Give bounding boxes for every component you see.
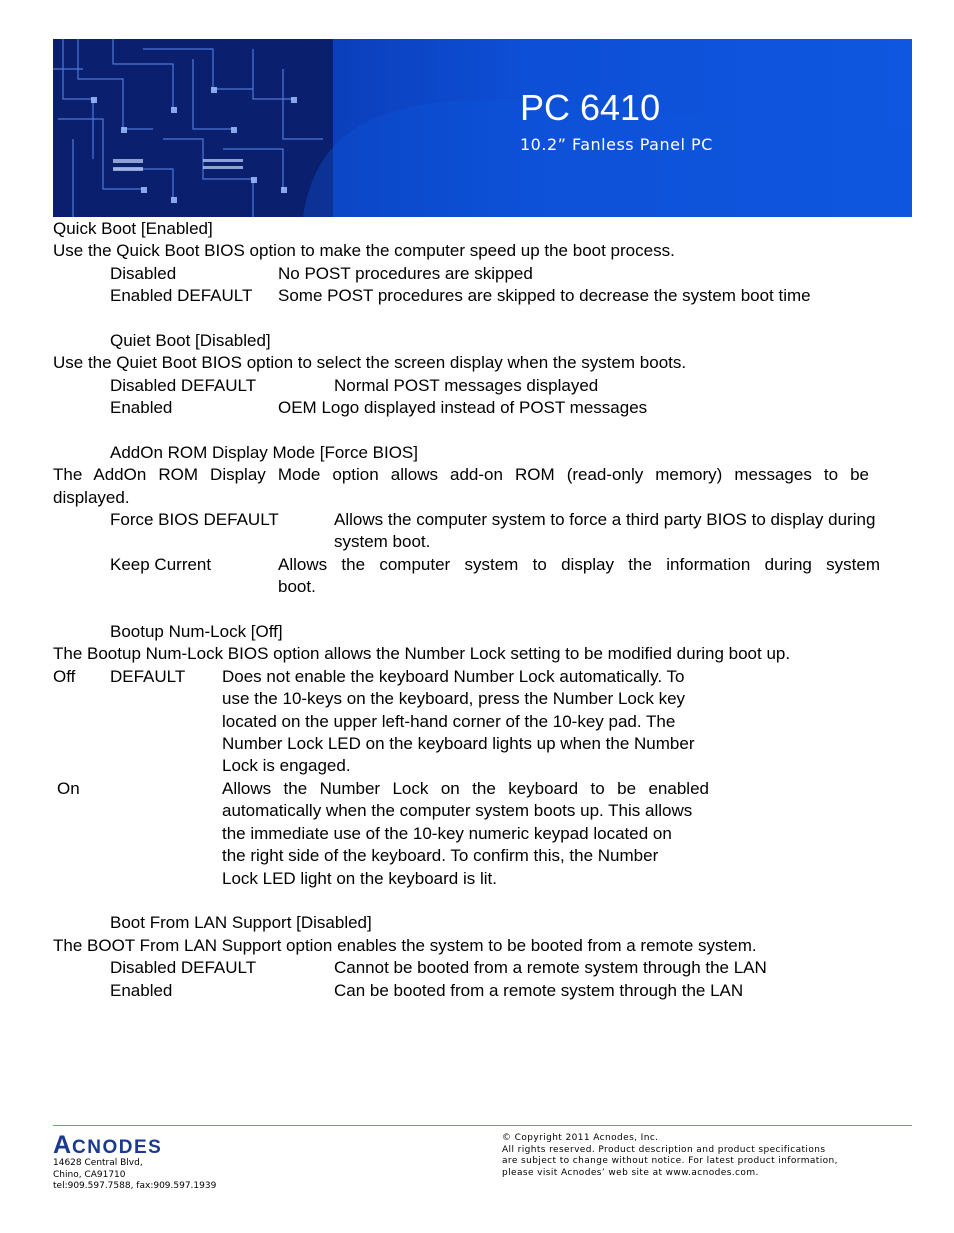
option-label-on: On (57, 779, 80, 798)
acnodes-logo-mark (53, 1131, 213, 1157)
option-label: Disabled DEFAULT (110, 958, 257, 977)
address-line: Chino, CA91710 (53, 1169, 126, 1180)
option-text: automatically when the computer system boots up. This allows (222, 801, 693, 820)
option-text: Allows the Number Lock on the keyboard to be enabled (222, 779, 709, 798)
option-label: Keep Current (110, 555, 212, 574)
option-label-off: Off (53, 667, 76, 686)
option-text: Lock is engaged. (222, 756, 351, 775)
addon-rom-heading: AddOn ROM Display Mode [Force BIOS] (110, 443, 418, 462)
banner-curve (53, 39, 912, 217)
copyright-notice (502, 1133, 838, 1179)
quick-boot-description: Use the Quick Boot BIOS option to make the computer speed up the boot process. (53, 241, 675, 260)
option-label: Force BIOS DEFAULT (110, 510, 279, 529)
company-address (53, 1158, 216, 1193)
option-default-marker: DEFAULT (110, 667, 186, 686)
option-text: Lock LED light on the keyboard is lit. (222, 869, 497, 888)
copyright-line: are subject to change without notice. For latest product information, (502, 1156, 838, 1166)
option-text: Cannot be booted from a remote system through the LAN (334, 958, 767, 977)
option-label: Disabled (110, 264, 177, 283)
numlock-heading: Bootup Num-Lock [Off] (110, 622, 283, 641)
numlock-description: The Bootup Num-Lock BIOS option allows the Number Lock setting to be modified during boot up. (53, 644, 791, 663)
copyright-line: © Copyright 2011 Acnodes, Inc. (502, 1133, 659, 1143)
option-text: use the 10-keys on the keyboard, press the Number Lock key (222, 689, 686, 708)
lan-boot-description: The BOOT From LAN Support option enables the system to be booted from a remote system. (53, 936, 757, 955)
option-text: Normal POST messages displayed (334, 376, 599, 395)
option-text-cont: boot. (278, 577, 316, 596)
option-text: Some POST procedures are skipped to decrease the system boot time (278, 286, 811, 305)
option-text: Does not enable the keyboard Number Lock automatically. To (222, 667, 685, 686)
quick-boot-heading: Quick Boot [Enabled] (53, 219, 213, 238)
option-text: Number Lock LED on the keyboard lights up when the Number (222, 734, 695, 753)
option-text-cont: system boot. (334, 532, 431, 551)
page-subtitle: 10.2” Fanless Panel PC (520, 135, 713, 154)
option-text: OEM Logo displayed instead of POST messages (278, 398, 648, 417)
option-text: located on the upper left-hand corner of the 10-key pad. The (222, 712, 676, 731)
option-text: Can be booted from a remote system through the LAN (334, 981, 744, 1000)
option-label: Enabled DEFAULT (110, 286, 253, 305)
quiet-boot-description: Use the Quiet Boot BIOS option to select the screen display when the system boots. (53, 353, 687, 372)
lan-boot-heading: Boot From LAN Support [Disabled] (110, 913, 372, 932)
option-text: the right side of the keyboard. To confirm this, the Number (222, 846, 659, 865)
footer-divider (53, 1125, 912, 1126)
option-label: Enabled (110, 981, 173, 1000)
quiet-boot-heading: Quiet Boot [Disabled] (110, 331, 271, 350)
header-banner (53, 39, 912, 217)
option-text: Allows the computer system to force a third party BIOS to display during (334, 510, 876, 529)
option-label: Enabled (110, 398, 173, 417)
address-line: 14628 Central Blvd, (53, 1158, 143, 1168)
svg-text:CNODES: CNODES (72, 1137, 163, 1157)
address-line: tel:909.597.7588, fax:909.597.1939 (53, 1181, 217, 1191)
copyright-line: All rights reserved. Product description and product specifications (502, 1144, 826, 1155)
addon-rom-description-cont: displayed. (53, 488, 130, 507)
option-text: No POST procedures are skipped (278, 264, 533, 283)
addon-rom-description: The AddOn ROM Display Mode option allows add-on ROM (read-only memory) messages to be (53, 465, 869, 484)
option-label: Disabled DEFAULT (110, 376, 257, 395)
page-title: PC 6410 (520, 87, 661, 128)
copyright-line: please visit Acnodes’ web site at www.acnodes.com. (502, 1167, 759, 1178)
svg-text:A: A (53, 1131, 73, 1157)
option-text: Allows the computer system to display the information during system (278, 555, 880, 574)
option-text: the immediate use of the 10-key numeric keypad located on (222, 824, 672, 843)
